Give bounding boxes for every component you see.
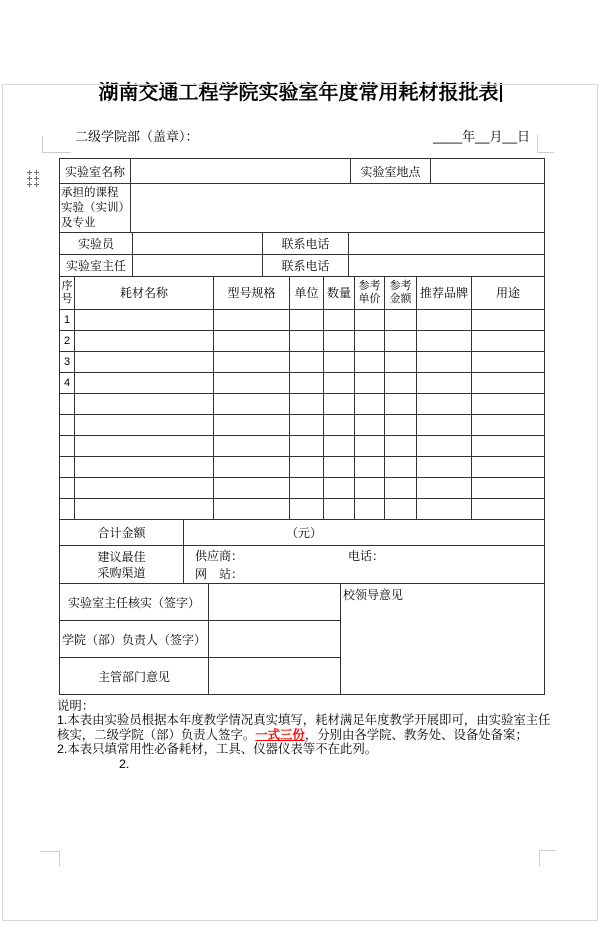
lab-name-label: 实验室名称 — [60, 159, 131, 184]
total-table — [59, 519, 545, 546]
item-no-cell[interactable] — [60, 394, 75, 415]
lab-director-sign-cell[interactable] — [209, 584, 341, 621]
item-row-3 — [60, 352, 545, 373]
item-qty-cell[interactable] — [324, 436, 355, 457]
notes-section — [57, 699, 549, 771]
notes-line-2-pre: 核实，二级学院（部）负责人签字。 — [57, 727, 256, 742]
supplier-phone-label: 电话： — [348, 548, 385, 563]
item-unit-cell[interactable] — [290, 310, 324, 331]
supplier-line — [195, 547, 542, 565]
item-price-cell[interactable] — [355, 436, 385, 457]
col-header-purpose: 用途 — [472, 277, 545, 310]
item-purpose-cell[interactable] — [472, 310, 545, 331]
item-no-cell[interactable] — [60, 478, 75, 499]
item-row-8 — [60, 457, 545, 478]
item-name-cell[interactable] — [75, 478, 214, 499]
item-name-cell[interactable] — [75, 310, 214, 331]
item-brand-cell[interactable] — [417, 415, 472, 436]
total-row — [60, 520, 545, 546]
channel-row — [60, 546, 545, 584]
item-unit-cell[interactable] — [290, 436, 324, 457]
department-seal-label: 二级学院部（盖章）： — [75, 129, 199, 144]
col-header-quantity: 数量 — [324, 277, 355, 310]
total-amount-label: 合计金额 — [60, 520, 184, 546]
info-table-contacts — [59, 232, 545, 277]
item-brand-cell[interactable] — [417, 331, 472, 352]
date-blank-line: ____年__月__日 — [433, 129, 530, 144]
item-unit-cell[interactable] — [290, 499, 324, 520]
notes-line-3: 2.本表只填常用性必备耗材，工具、仪器仪表等不在此列。 — [57, 742, 378, 757]
channel-label-line1: 建议最佳 — [97, 549, 146, 564]
item-name-cell[interactable] — [75, 373, 214, 394]
college-head-sign-cell[interactable] — [209, 621, 341, 658]
item-purpose-cell[interactable] — [472, 415, 545, 436]
item-no-cell[interactable] — [60, 415, 75, 436]
item-spec-cell[interactable] — [214, 394, 290, 415]
col-header-unit: 单位 — [290, 277, 324, 310]
item-spec-cell[interactable] — [214, 436, 290, 457]
item-name-cell[interactable] — [75, 436, 214, 457]
item-brand-cell[interactable] — [417, 310, 472, 331]
item-name-cell[interactable] — [75, 394, 214, 415]
supplier-info-cell[interactable] — [184, 546, 545, 584]
notes-line-1: 1.本表由实验员根据本年度教学情况真实填写，耗材满足年度教学开展即可，由实验室主任 — [57, 713, 551, 728]
lab-name-row — [60, 159, 545, 184]
lab-director-sign-label: 实验室主任核实（签字） — [60, 584, 209, 621]
item-row-5 — [60, 394, 545, 415]
item-no-cell[interactable]: 1 — [60, 310, 75, 331]
item-unit-cell[interactable] — [290, 331, 324, 352]
channel-label — [60, 546, 184, 584]
courses-label-line1: 承担的课程 — [61, 186, 119, 199]
item-amount-cell[interactable] — [385, 373, 417, 394]
item-brand-cell[interactable] — [417, 457, 472, 478]
courses-row — [60, 184, 545, 233]
item-purpose-cell[interactable] — [472, 373, 545, 394]
item-qty-cell[interactable] — [324, 331, 355, 352]
col-header-model-spec: 型号规格 — [214, 277, 290, 310]
col-header-material-name: 耗材名称 — [75, 277, 214, 310]
item-spec-cell[interactable] — [214, 373, 290, 394]
courses-label-line3: 及专业 — [61, 216, 96, 229]
item-amount-cell[interactable] — [385, 352, 417, 373]
item-purpose-cell[interactable] — [472, 394, 545, 415]
technician-value-cell[interactable] — [133, 233, 263, 255]
dept-opinion-cell[interactable] — [209, 658, 341, 695]
total-amount-value-cell[interactable] — [184, 520, 545, 546]
item-purpose-cell[interactable] — [472, 331, 545, 352]
website-label: 网 站： — [195, 566, 244, 581]
item-unit-cell[interactable] — [290, 373, 324, 394]
item-price-cell[interactable] — [355, 478, 385, 499]
notes-red-highlight: 一式三份 — [255, 727, 305, 742]
margin-crop-mark-top-left — [42, 136, 71, 153]
items-header-row — [60, 277, 545, 310]
item-row-9 — [60, 478, 545, 499]
courses-value-cell[interactable] — [131, 184, 545, 233]
item-purpose-cell[interactable] — [472, 436, 545, 457]
director-value-cell[interactable] — [133, 255, 263, 277]
technician-phone-label: 联系电话 — [263, 233, 349, 255]
technician-label: 实验员 — [60, 233, 133, 255]
channel-label-line2: 采购渠道 — [97, 565, 146, 580]
college-head-sign-label: 学院（部）负责人（签字） — [60, 621, 209, 658]
item-name-cell[interactable] — [75, 457, 214, 478]
courses-label-line2: 实验（实训） — [61, 201, 130, 214]
notes-heading: 说明： — [57, 699, 95, 713]
item-spec-cell[interactable] — [214, 499, 290, 520]
move-handle-icon[interactable] — [27, 170, 39, 187]
item-name-cell[interactable] — [75, 352, 214, 373]
items-table — [59, 276, 545, 520]
item-unit-cell[interactable] — [290, 394, 324, 415]
item-qty-cell[interactable] — [324, 394, 355, 415]
technician-phone-value-cell[interactable] — [349, 233, 545, 255]
total-unit-label: （元） — [286, 526, 323, 540]
subheader — [75, 126, 530, 145]
notes-line-2 — [57, 728, 549, 742]
technician-row — [60, 233, 545, 255]
item-no-cell[interactable] — [60, 499, 75, 520]
item-amount-cell[interactable] — [385, 415, 417, 436]
item-price-cell[interactable] — [355, 457, 385, 478]
channel-table — [59, 545, 545, 584]
item-brand-cell[interactable] — [417, 499, 472, 520]
notes-line-2-post: ，分别由各学院、教务处、设备处备案； — [304, 727, 528, 742]
item-unit-cell[interactable] — [290, 478, 324, 499]
item-spec-cell[interactable] — [214, 457, 290, 478]
lab-director-sign-row — [60, 584, 545, 621]
item-unit-cell[interactable] — [290, 457, 324, 478]
item-qty-cell[interactable] — [324, 478, 355, 499]
margin-crop-mark-top-right — [537, 135, 554, 153]
item-name-cell[interactable] — [75, 499, 214, 520]
director-phone-value-cell[interactable] — [349, 255, 545, 277]
notes-line-4: 2. — [119, 756, 130, 771]
item-qty-cell[interactable] — [324, 415, 355, 436]
director-phone-label: 联系电话 — [263, 255, 349, 277]
item-brand-cell[interactable] — [417, 478, 472, 499]
item-brand-cell[interactable] — [417, 394, 472, 415]
dept-opinion-label: 主管部门意见 — [60, 658, 209, 695]
item-row-10 — [60, 499, 545, 520]
item-no-cell[interactable] — [60, 436, 75, 457]
item-price-cell[interactable] — [355, 310, 385, 331]
director-row — [60, 255, 545, 277]
item-row-1 — [60, 310, 545, 331]
item-price-cell[interactable] — [355, 415, 385, 436]
item-spec-cell[interactable] — [214, 415, 290, 436]
item-price-cell[interactable] — [355, 352, 385, 373]
item-spec-cell[interactable] — [214, 331, 290, 352]
item-row-2 — [60, 331, 545, 352]
col-header-recommended-brand: 推荐品牌 — [417, 277, 472, 310]
item-amount-cell[interactable] — [385, 499, 417, 520]
item-qty-cell[interactable] — [324, 352, 355, 373]
courses-label — [60, 184, 131, 233]
item-amount-cell[interactable] — [385, 457, 417, 478]
item-spec-cell[interactable] — [214, 352, 290, 373]
info-table-top — [59, 158, 545, 233]
item-purpose-cell[interactable] — [472, 478, 545, 499]
item-row-4 — [60, 373, 545, 394]
lab-name-value-cell[interactable] — [131, 159, 351, 184]
school-leader-opinion-label: 校领导意见 — [343, 588, 404, 602]
item-row-7 — [60, 436, 545, 457]
page-title-text: 湖南交通工程学院实验室年度常用耗材报批表 — [98, 82, 499, 104]
item-amount-cell[interactable] — [385, 478, 417, 499]
lab-location-value-cell[interactable] — [431, 159, 545, 184]
item-no-cell[interactable]: 2 — [60, 331, 75, 352]
item-spec-cell[interactable] — [214, 310, 290, 331]
item-name-cell[interactable] — [75, 415, 214, 436]
item-qty-cell[interactable] — [324, 373, 355, 394]
item-qty-cell[interactable] — [324, 499, 355, 520]
item-qty-cell[interactable] — [324, 457, 355, 478]
item-name-cell[interactable] — [75, 331, 214, 352]
item-qty-cell[interactable] — [324, 310, 355, 331]
item-no-cell[interactable]: 3 — [60, 352, 75, 373]
website-line — [195, 565, 542, 583]
item-amount-cell[interactable] — [385, 436, 417, 457]
approval-table — [59, 583, 545, 695]
col-header-ref-unit-price: 参考单价 — [355, 277, 385, 310]
col-header-index: 序号 — [60, 277, 75, 310]
margin-crop-mark-bottom-right — [539, 850, 556, 867]
item-no-cell[interactable]: 4 — [60, 373, 75, 394]
item-purpose-cell[interactable] — [472, 457, 545, 478]
margin-crop-mark-bottom-left — [40, 851, 60, 867]
item-price-cell[interactable] — [355, 373, 385, 394]
item-spec-cell[interactable] — [214, 478, 290, 499]
item-amount-cell[interactable] — [385, 394, 417, 415]
page-title — [0, 82, 600, 104]
item-row-6 — [60, 415, 545, 436]
item-amount-cell[interactable] — [385, 331, 417, 352]
item-price-cell[interactable] — [355, 394, 385, 415]
item-brand-cell[interactable] — [417, 352, 472, 373]
supplier-label: 供应商： — [195, 548, 244, 563]
item-brand-cell[interactable] — [417, 373, 472, 394]
item-unit-cell[interactable] — [290, 415, 324, 436]
item-price-cell[interactable] — [355, 499, 385, 520]
col-header-ref-amount: 参考金额 — [385, 277, 417, 310]
item-price-cell[interactable] — [355, 331, 385, 352]
item-brand-cell[interactable] — [417, 436, 472, 457]
item-no-cell[interactable] — [60, 457, 75, 478]
item-unit-cell[interactable] — [290, 352, 324, 373]
lab-location-label: 实验室地点 — [351, 159, 431, 184]
text-cursor — [500, 83, 502, 102]
item-purpose-cell[interactable] — [472, 352, 545, 373]
item-amount-cell[interactable] — [385, 310, 417, 331]
director-label: 实验室主任 — [60, 255, 133, 277]
item-purpose-cell[interactable] — [472, 499, 545, 520]
school-leader-opinion-cell[interactable] — [341, 584, 545, 695]
